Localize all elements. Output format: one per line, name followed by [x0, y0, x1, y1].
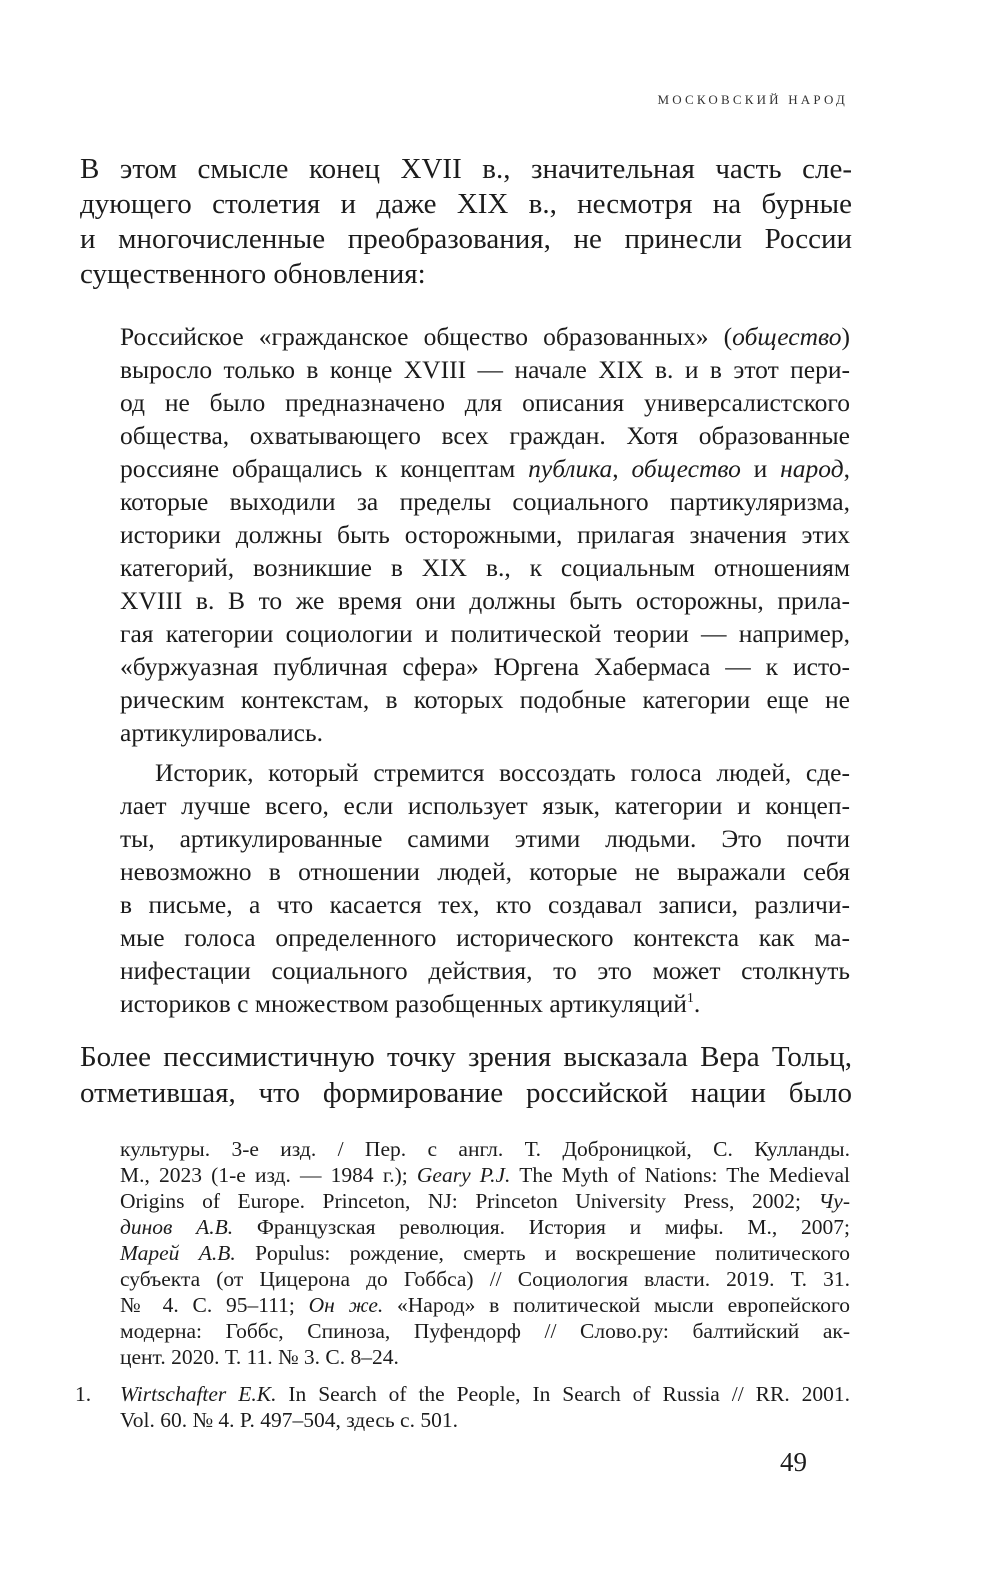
footnote-reference: 1	[686, 991, 694, 1007]
quote2-line-5: в письме, а что касается тех, кто создавал записи, различи-	[120, 890, 850, 919]
intro-line-3: и многочисленные преобразования, не принесли России	[80, 223, 852, 255]
note-cont-line-3: Origins of Europe. Princeton, NJ: Princeton University Press, 2002; Чу-	[120, 1189, 850, 1213]
closing-line-2: отметившая, что формирование российской нации было	[80, 1077, 852, 1109]
quote1-line-5: россияне обращались к концептам публика, общество и народ,	[120, 454, 850, 483]
quote1-line-2: выросло только в конце XVIII — начале XIX в. и в этот пери-	[120, 355, 850, 384]
intro-line-4: существенного обновления:	[80, 258, 426, 290]
footnote1-line-2: Vol. 60. № 4. P. 497–504, здесь с. 501.	[120, 1408, 458, 1432]
intro-line-2: дующего столетия и даже XIX в., несмотря на бурные	[80, 188, 852, 220]
quote1-line-3: од не было предназначено для описания универсалистского	[120, 388, 850, 417]
note-cont-line-9: цент. 2020. Т. 11. № 3. С. 8–24.	[120, 1345, 399, 1369]
quote2-line-2: лает лучше всего, если использует язык, категории и концеп-	[120, 791, 850, 820]
quote2-line-7: нифестации социального действия, то это может столкнуть	[120, 956, 850, 985]
footnote-number: 1.	[75, 1382, 92, 1406]
note-cont-line-7: № 4. С. 95–111; Он же. «Народ» в политической мысли европейского	[120, 1293, 850, 1317]
note-cont-line-5: Марей А.В. Populus: рождение, смерть и воскрешение политического	[120, 1241, 850, 1265]
quote2-line-4: невозможно в отношении людей, которые не выражали себя	[120, 857, 850, 886]
quote1-line-13: артикулировались.	[120, 718, 323, 747]
quote1-line-10: гая категории социологии и политической теории — например,	[120, 619, 850, 648]
note-cont-line-4: динов А.В. Французская революция. История и мифы. М., 2007;	[120, 1215, 850, 1239]
quote2-line-6: мые голоса определенного исторического контекста как ма-	[120, 923, 850, 952]
running-head: МОСКОВСКИЙ НАРОД	[657, 92, 848, 107]
quote2-line-1: Историк, который стремится воссоздать голоса людей, сде-	[155, 758, 850, 787]
quote1-line-12: рическим контекстам, в которых подобные категории еще не	[120, 685, 850, 714]
quote1-line-4: общества, охватывающего всех граждан. Хотя образованные	[120, 421, 850, 450]
quote1-line-1: Российское «гражданское общество образованных» (общество)	[120, 322, 850, 351]
quote1-line-7: историки должны быть осторожными, прилагая значения этих	[120, 520, 850, 549]
quote1-line-6: которые выходили за пределы социального партикуляризма,	[120, 487, 850, 516]
quote2-line-3: ты, артикулированные самими этими людьми. Это почти	[120, 824, 850, 853]
note-cont-line-2: М., 2023 (1-е изд. — 1984 г.); Geary P.J. The Myth of Nations: The Medieval	[120, 1163, 850, 1187]
quote1-line-8: категорий, возникшие в XIX в., к социальным отношениям	[120, 553, 850, 582]
quote2-line-8: историков с множеством разобщенных артикуляций$^1$.	[120, 989, 701, 1018]
closing-line-1: Более пессимистичную точку зрения высказала Вера Тольц,	[80, 1041, 852, 1073]
footnote1-line-1: Wirtschafter E.K. In Search of the People, In Search of Russia // RR. 2001.	[120, 1382, 850, 1406]
quote1-line-11: «буржуазная публичная сфера» Юргена Хабермаса — к исто-	[120, 652, 850, 681]
note-cont-line-6: субъекта (от Цицерона до Гоббса) // Социология власти. 2019. Т. 31.	[120, 1267, 850, 1291]
quote1-line-9: XVIII в. В то же время они должны быть осторожны, прила-	[120, 586, 850, 615]
page-number: 49	[780, 1447, 807, 1477]
note-cont-line-1: культуры. 3-е изд. / Пер. с англ. Т. Доброницкой, С. Кулланды.	[120, 1137, 850, 1161]
note-cont-line-8: модерна: Гоббс, Спиноза, Пуфендорф // Слово.ру: балтийский ак-	[120, 1319, 850, 1343]
intro-line-1: В этом смысле конец XVII в., значительная часть сле-	[80, 153, 852, 185]
